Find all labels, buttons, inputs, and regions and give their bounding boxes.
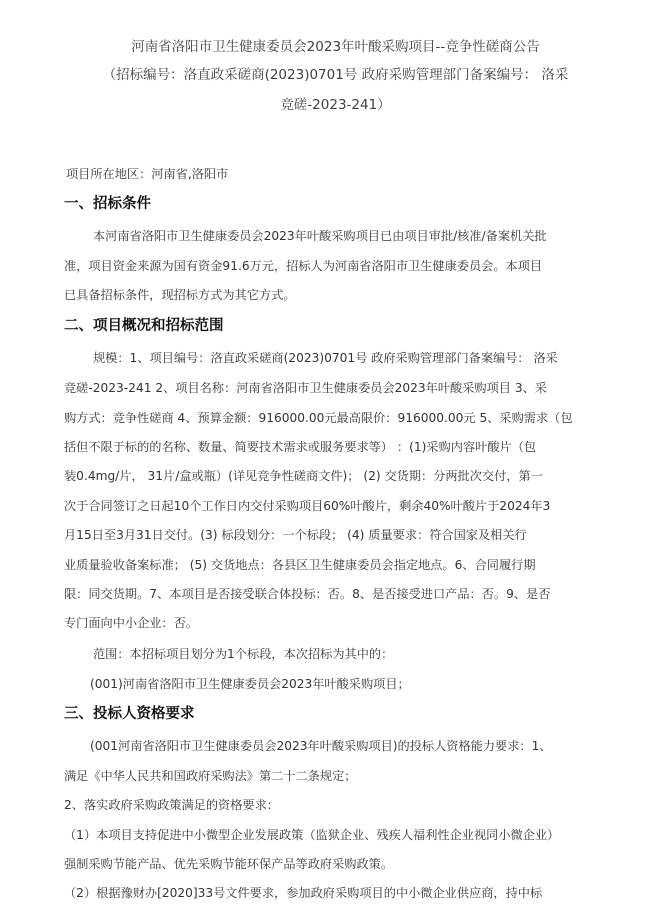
document-title: 河南省洛阳市卫生健康委员会2023年叶酸采购项目--竞争性磋商公告: [131, 39, 540, 55]
paragraph-line: 限：同交货期。7、本项目是否接受联合体投标：否。8、是否接受进口产品：否。9、是否: [64, 587, 551, 601]
paragraph-line: 2、落实政府采购政策满足的资格要求：: [64, 798, 279, 812]
paragraph-line: 本河南省洛阳市卫生健康委员会2023年叶酸采购项目已由项目审批/核准/备案机关批: [93, 229, 547, 243]
document-subtitle-line1: （招标编号：洛直政采磋商(2023)0701号 政府采购管理部门备案编号： 洛采: [102, 67, 569, 83]
paragraph-line: 准，项目资金来源为国有资金91.6万元，招标人为河南省洛阳市卫生健康委员会。本项目: [64, 259, 543, 273]
section-heading-project-overview: 二、项目概况和招标范围: [64, 318, 224, 334]
paragraph-line: 业质量验收备案标准； (5) 交货地点：各县区卫生健康委员会指定地点。6、合同履行期: [64, 558, 536, 572]
document-subtitle-line2: 竞磋-2023-241）: [280, 97, 391, 113]
paragraph-line: (001河南省洛阳市卫生健康委员会2023年叶酸采购项目)的投标人资格能力要求：1、: [90, 739, 552, 753]
paragraph-line: 满足《中华人民共和国政府采购法》第二十二条规定；: [64, 769, 357, 783]
lot-line: (001)河南省洛阳市卫生健康委员会2023年叶酸采购项目；: [90, 677, 410, 691]
section-heading-bidder-qualifications: 三、投标人资格要求: [64, 706, 195, 722]
paragraph-line: 专门面向中小企业：否。: [64, 616, 199, 630]
paragraph-line: 购方式：竞争性磋商 4、预算金额：916000.00元最高限价：916000.00元 5、采购需求（包: [64, 411, 573, 425]
scope-line: 范围：本招标项目划分为1个标段，本次招标为其中的：: [93, 647, 394, 661]
paragraph-line: 装0.4mg/片， 31片/盒或瓶）(详见竞争性磋商文件)； (2) 交货期：分两批次交付，第一: [64, 469, 543, 483]
paragraph-line: （2）根据豫财办[2020]33号文件要求，参加政府采购项目的中小微企业供应商，持中标: [64, 886, 543, 900]
paragraph-line: 次于合同签订之日起10个工作日内交付采购项目60%叶酸片，剩余40%叶酸片于2024年3: [64, 499, 551, 513]
paragraph-line: 已具备招标条件，现招标方式为其它方式。: [64, 288, 296, 302]
paragraph-line: 强制采购节能产品、优先采购节能环保产品等政府采购政策。: [64, 857, 394, 871]
paragraph-line: （1）本项目支持促进中小微型企业发展政策（监狱企业、残疾人福利性企业视同小微企业）: [64, 828, 560, 842]
paragraph-line: 括但不限于标的的名称、数量、简要技术需求或服务要求等） ：(1)采购内容叶酸片（包: [64, 440, 537, 454]
paragraph-line: 竞磋-2023-241 2、项目名称：河南省洛阳市卫生健康委员会2023年叶酸采购项目 3、采: [64, 381, 547, 395]
paragraph-line: 月15日至3月31日交付。(3) 标段划分：一个标段； (4) 质量要求：符合国家及相关行: [64, 528, 527, 542]
paragraph-line: 规模：1、项目编号：洛直政采磋商(2023)0701号 政府采购管理部门备案编号： 洛采: [93, 351, 558, 365]
section-heading-tender-conditions: 一、招标条件: [64, 196, 151, 212]
project-region: 项目所在地区：河南省,洛阳市: [66, 167, 229, 181]
